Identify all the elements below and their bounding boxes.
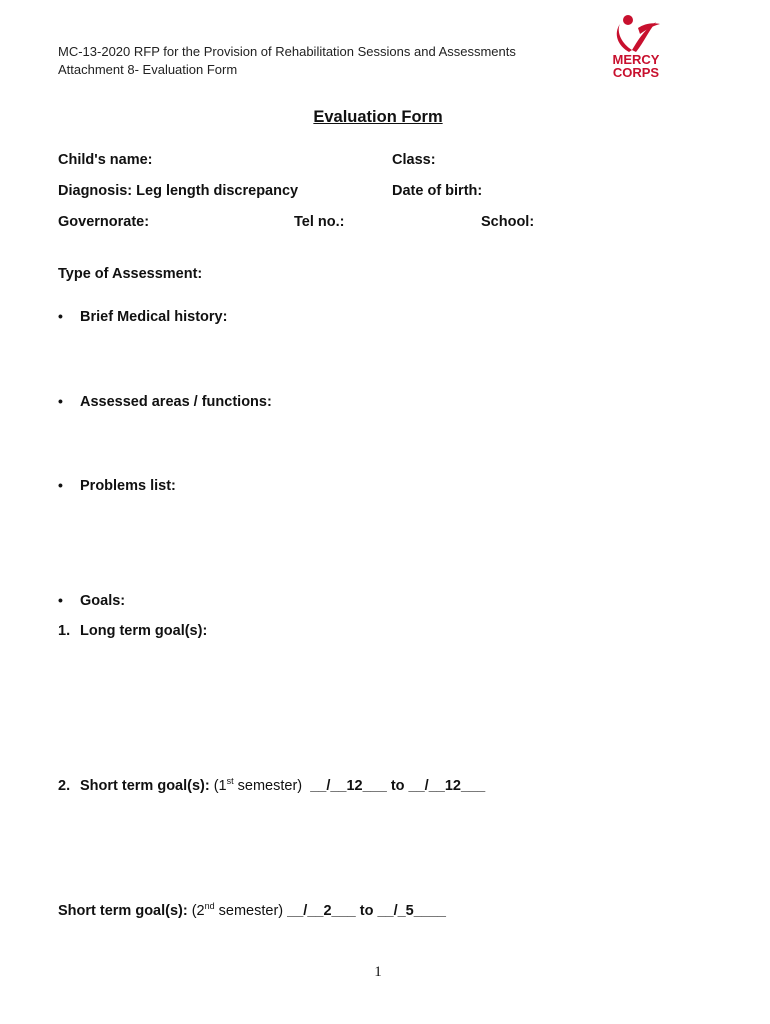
short-term-2-label: Short term goal(s):: [58, 903, 188, 919]
bullet-icon: •: [58, 393, 63, 409]
type-of-assessment-label: Type of Assessment:: [58, 266, 203, 282]
goals-label: Goals:: [80, 593, 126, 609]
header-line-1: MC-13-2020 RFP for the Provision of Rehabilitation Sessions and Assessments: [58, 44, 516, 59]
page-number: 1: [374, 964, 382, 980]
long-term-goal-item: [58, 623, 207, 639]
short-term-2-semester: semester): [214, 903, 284, 919]
short-term-goal-1-item: [58, 778, 485, 794]
short-term-1-range: __/__12___ to __/__12___: [302, 778, 486, 794]
short-term-goal-2-item: [58, 903, 446, 919]
svg-text:MERCY: MERCY: [612, 52, 660, 67]
bullet-icon: •: [58, 592, 63, 608]
school-label: School:: [481, 214, 535, 230]
diagnosis-label: Diagnosis: Leg length discrepancy: [58, 183, 299, 199]
medical-history-item: [58, 308, 227, 325]
governorate-label: Governorate:: [58, 214, 150, 230]
class-label: Class:: [392, 152, 436, 168]
long-term-number: 1.: [58, 623, 71, 639]
short-term-2-sup: nd: [204, 901, 215, 911]
goals-item: [58, 592, 125, 609]
bullet-icon: •: [58, 308, 63, 324]
medical-history-label: Brief Medical history:: [80, 309, 228, 325]
assessed-areas-item: [58, 393, 272, 410]
short-term-1-semester: semester): [233, 778, 303, 794]
short-term-2-paren: (2: [187, 903, 205, 919]
childs-name-label: Child's name:: [58, 152, 153, 168]
tel-label: Tel no.:: [294, 214, 345, 230]
problems-list-item: [58, 477, 176, 494]
short-term-1-paren: (1: [209, 778, 227, 794]
short-term-1-sup: st: [226, 776, 234, 786]
mercy-corps-logo: [604, 14, 668, 80]
svg-text:CORPS: CORPS: [612, 65, 660, 80]
long-term-goal-label: Long term goal(s):: [80, 623, 208, 639]
short-term-1-number: 2.: [58, 778, 71, 794]
mercy-corps-figure-icon: [604, 14, 668, 80]
bullet-icon: •: [58, 477, 63, 493]
page-title: Evaluation Form: [313, 108, 443, 126]
header-line-2: Attachment 8- Evaluation Form: [58, 62, 238, 77]
assessed-areas-label: Assessed areas / functions:: [80, 394, 272, 410]
problems-list-label: Problems list:: [80, 478, 176, 494]
date-of-birth-label: Date of birth:: [392, 183, 483, 199]
short-term-1-label: Short term goal(s):: [80, 778, 210, 794]
short-term-2-range: __/__2___ to __/_5____: [283, 903, 446, 919]
